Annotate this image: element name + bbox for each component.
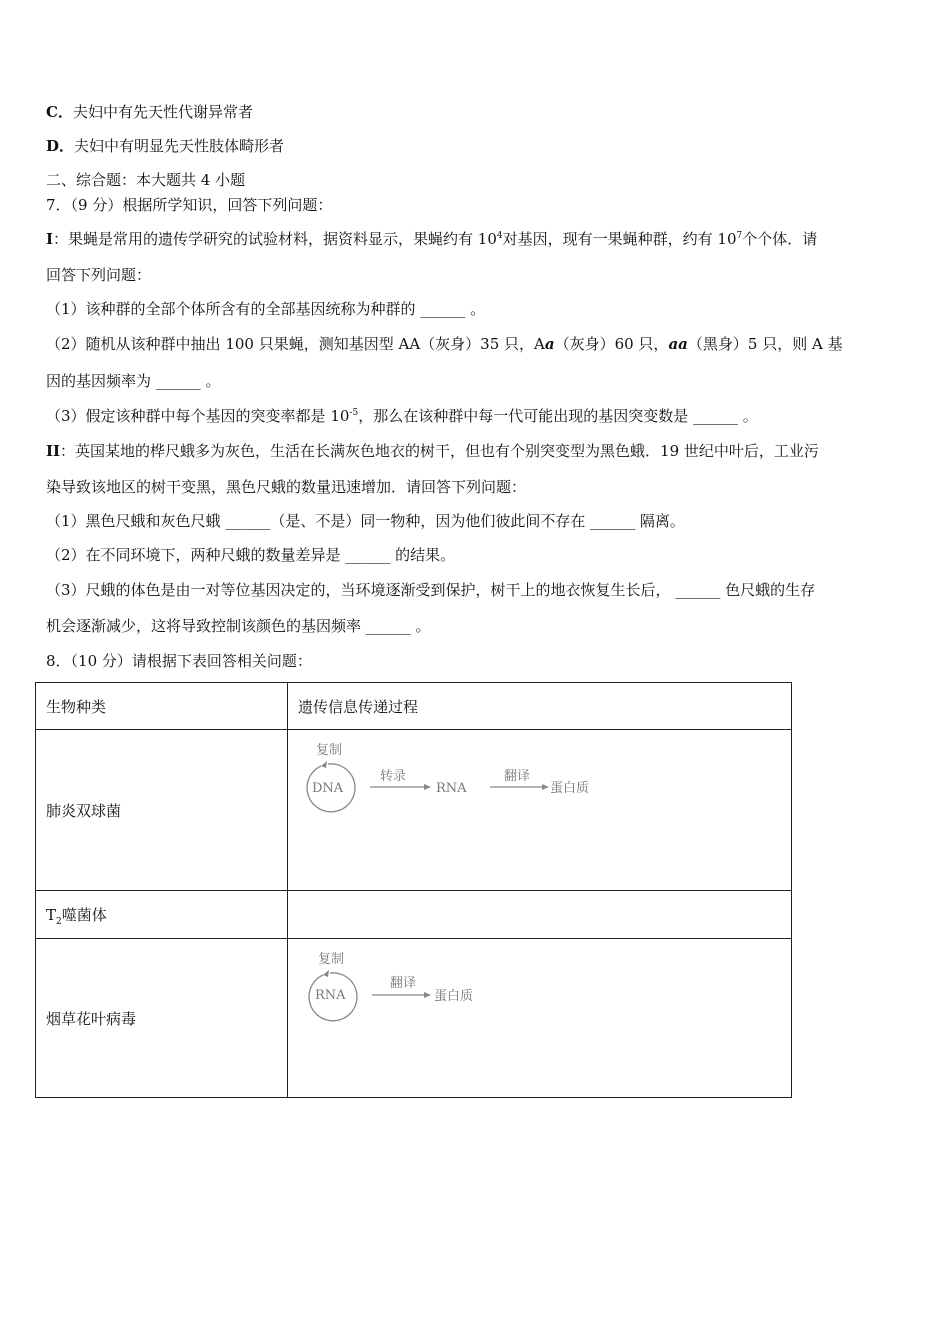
- q7-sub2: （2）随机从该种群中抽出 100 只果蝇，测知基因型 AA（灰身）35 只，Aa（灰身）60 只，aa（黑身）5 只，则 A 基: [46, 335, 843, 353]
- organism-cell: 烟草花叶病毒: [36, 939, 288, 1098]
- question-8-head: 8．（10 分）请根据下表回答相关问题：: [46, 652, 312, 670]
- translate-label: 翻译: [390, 976, 417, 991]
- roman-label: I: [46, 230, 54, 248]
- genetic-info-table: [35, 682, 792, 1098]
- q7-sub3: （3）假定该种群中每个基因的突变率都是 $10^{-5}$，那么在该种群中每一代可能出现的基因突变数是 ______ 。: [46, 407, 758, 425]
- option-d: [46, 136, 284, 156]
- option-c: [46, 102, 253, 122]
- table-row: [36, 891, 792, 939]
- replicate-label: 复制: [318, 952, 345, 967]
- table-header-cell: 遗传信息传递过程: [288, 683, 792, 730]
- option-text: 夫妇中有明显先天性肢体畸形者: [74, 137, 285, 155]
- q7-part2-sub2: （2）在不同环境下，两种尺蛾的数量差异是 ______ 的结果。: [46, 546, 456, 564]
- option-letter: D．: [46, 137, 75, 155]
- replicate-label: 复制: [316, 743, 343, 758]
- organism-cell: $T_2$噬菌体: [36, 891, 288, 939]
- option-text: 夫妇中有先天性代谢异常者: [72, 103, 253, 121]
- question-7-head: 7．（9 分）根据所学知识，回答下列问题：: [46, 196, 333, 214]
- transcribe-label: 转录: [380, 769, 407, 784]
- table-header-cell: 生物种类: [36, 683, 288, 730]
- process-cell: [288, 939, 792, 1098]
- q7-part1-line1: I：果蝇是常用的遗传学研究的试验材料，据资料显示，果蝇约有 $10^4$对基因，现有一果蝇种群，约有 $10^7$个个体．请: [46, 230, 818, 248]
- q7-part1-line2: 回答下列问题：: [46, 266, 152, 284]
- protein-label: 蛋白质: [434, 989, 474, 1004]
- q7-part2-line2: 染导致该地区的树干变黑，黑色尺蛾的数量迅速增加．请回答下列问题：: [46, 478, 527, 496]
- replication-arrowhead: [321, 761, 327, 768]
- table-row: [36, 939, 792, 1098]
- rna-label: RNA: [436, 781, 467, 796]
- q7-part2-line1: II：英国某地的桦尺蛾多为灰色，生活在长满灰色地衣的树干，但也有个别突变型为黑色蛾．19 世纪中叶后，工业污: [46, 442, 819, 460]
- q7-part2-sub3-line2: 机会逐渐减少，这将导致控制该颜色的基因频率 ______ 。: [46, 617, 431, 635]
- dna-flow-diagram: [288, 730, 791, 886]
- table-header-row: [36, 683, 792, 730]
- process-cell: [288, 891, 792, 939]
- q7-part2-sub3: （3）尺蛾的体色是由一对等位基因决定的，当环境逐渐受到保护，树干上的地衣恢复生长后， ______ 色尺蛾的生存: [46, 581, 816, 599]
- q7-part2-sub1: （1）黑色尺蛾和灰色尺蛾 ______（是、不是）同一物种，因为他们彼此间不存在 ______ 隔离。: [46, 512, 685, 530]
- section-title: 二、综合题：本大题共 4 小题: [46, 171, 246, 189]
- translate-label: 翻译: [504, 769, 531, 784]
- arrowhead: [424, 992, 431, 998]
- dna-label: DNA: [312, 781, 344, 796]
- arrowhead: [542, 784, 549, 790]
- rna-flow-diagram: [288, 939, 791, 1093]
- rna-label: RNA: [315, 988, 346, 1003]
- arrowhead: [424, 784, 431, 790]
- q7-sub1: （1）该种群的全部个体所含有的全部基因统称为种群的 ______ 。: [46, 300, 486, 318]
- process-cell: [288, 730, 792, 891]
- replication-arrowhead: [323, 970, 329, 977]
- organism-cell: 肺炎双球菌: [36, 730, 288, 891]
- option-letter: C．: [46, 103, 73, 121]
- q7-sub2-line2: 因的基因频率为 ______ 。: [46, 372, 221, 390]
- roman-label: II: [46, 442, 61, 460]
- table-row: [36, 730, 792, 891]
- protein-label: 蛋白质: [550, 781, 590, 796]
